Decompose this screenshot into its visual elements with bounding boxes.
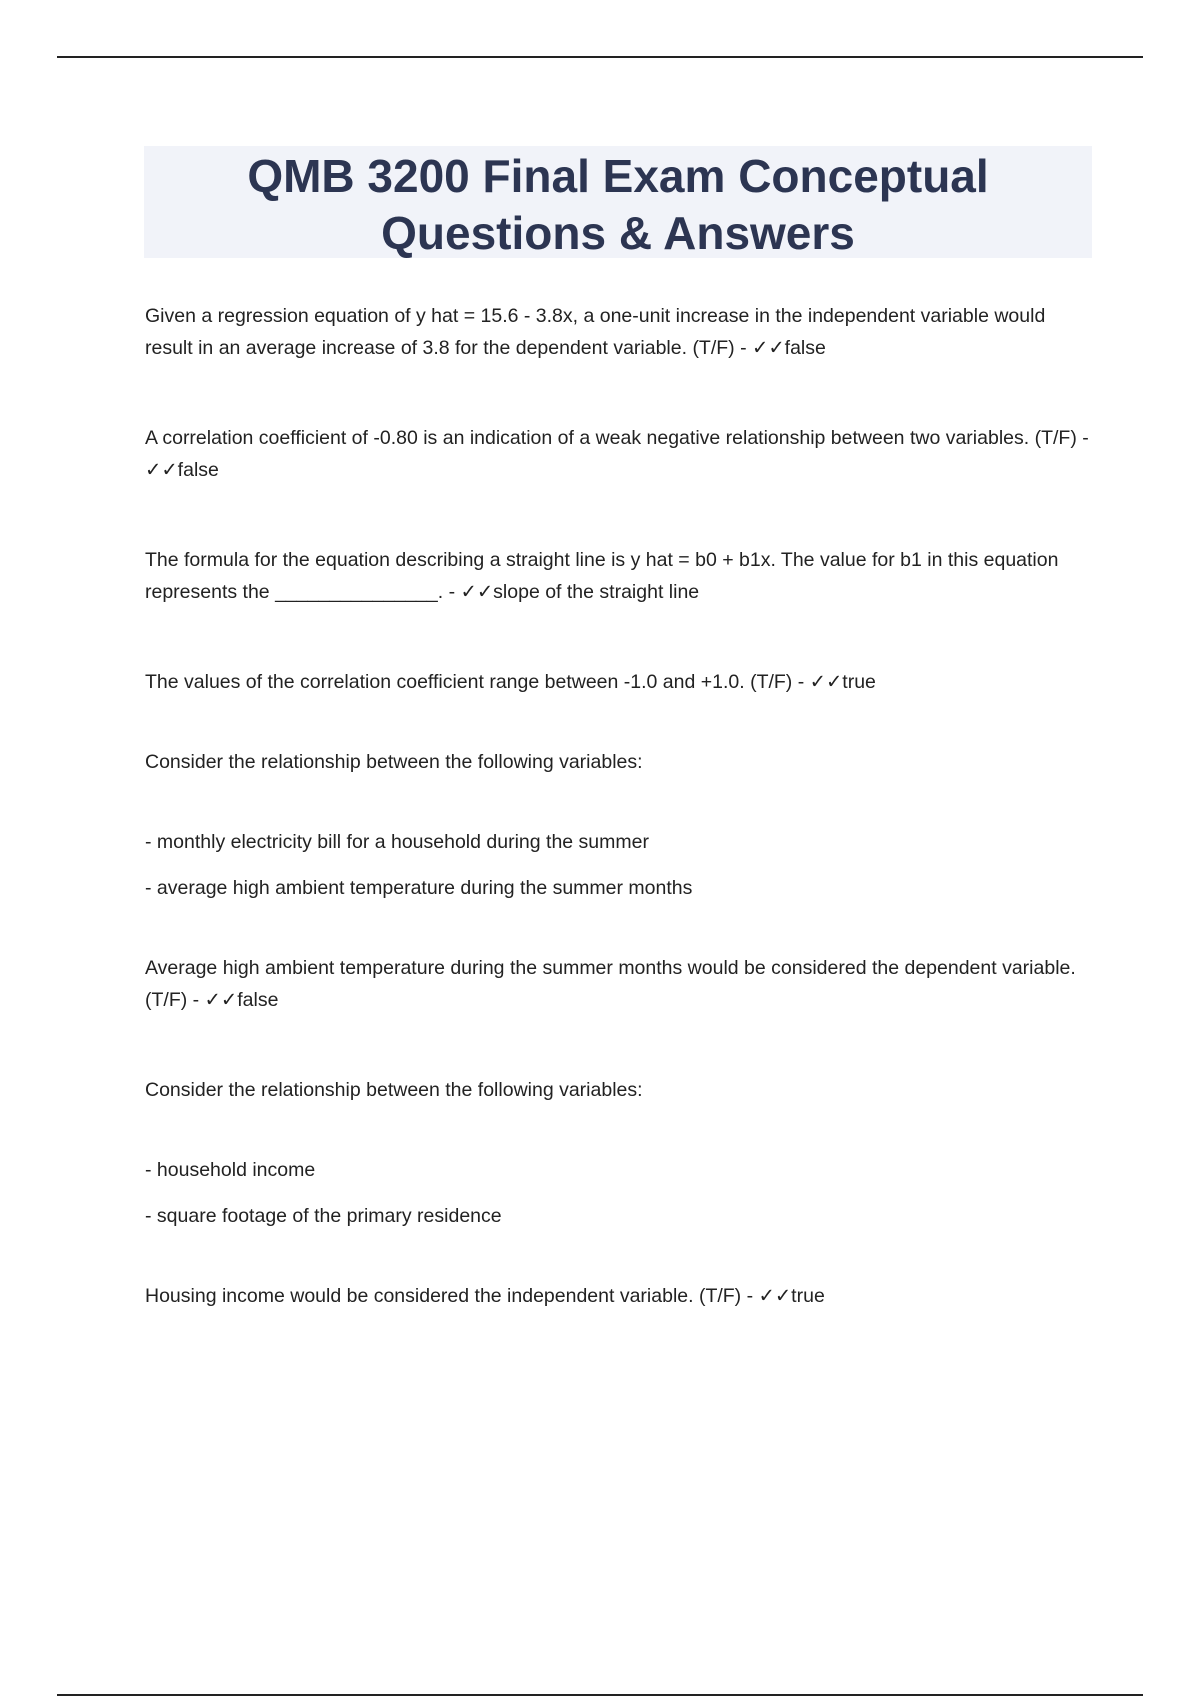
question-6-intro: Consider the relationship between the following variables: bbox=[145, 1079, 643, 1101]
question-5-variable-2: - average high ambient temperature during the summer months bbox=[145, 877, 693, 899]
question-4: The values of the correlation coefficient range between -1.0 and +1.0. (T/F) - ✓✓true bbox=[145, 671, 876, 693]
question-6: Housing income would be considered the independent variable. (T/F) - ✓✓true bbox=[145, 1285, 825, 1307]
question-6-variable-1: - household income bbox=[145, 1159, 316, 1181]
document-title: QMB 3200 Final Exam Conceptual Questions & Answers bbox=[247, 150, 989, 259]
question-3: The formula for the equation describing a straight line is y hat = b0 + b1x. The value for b1 in this equation represents the _______________. - ✓✓slope of the straight line bbox=[145, 549, 1059, 603]
question-5-variable-1: - monthly electricity bill for a household during the summer bbox=[145, 831, 649, 853]
question-1: Given a regression equation of y hat = 15.6 - 3.8x, a one-unit increase in the independent variable would result in an average increase of 3.8 for the dependent variable. (T/F) - ✓✓false bbox=[145, 305, 1046, 359]
title-banner bbox=[144, 146, 1092, 258]
question-5: Average high ambient temperature during the summer months would be considered the dependent variable. (T/F) - ✓✓false bbox=[145, 957, 1076, 1011]
question-2: A correlation coefficient of -0.80 is an indication of a weak negative relationship between two variables. (T/F) - ✓✓false bbox=[145, 427, 1089, 481]
question-6-variable-2: - square footage of the primary residence bbox=[145, 1205, 502, 1227]
document-body bbox=[145, 300, 1090, 1312]
question-5-intro: Consider the relationship between the following variables: bbox=[145, 751, 643, 773]
bottom-rule bbox=[57, 1694, 1143, 1696]
top-rule bbox=[57, 56, 1143, 58]
